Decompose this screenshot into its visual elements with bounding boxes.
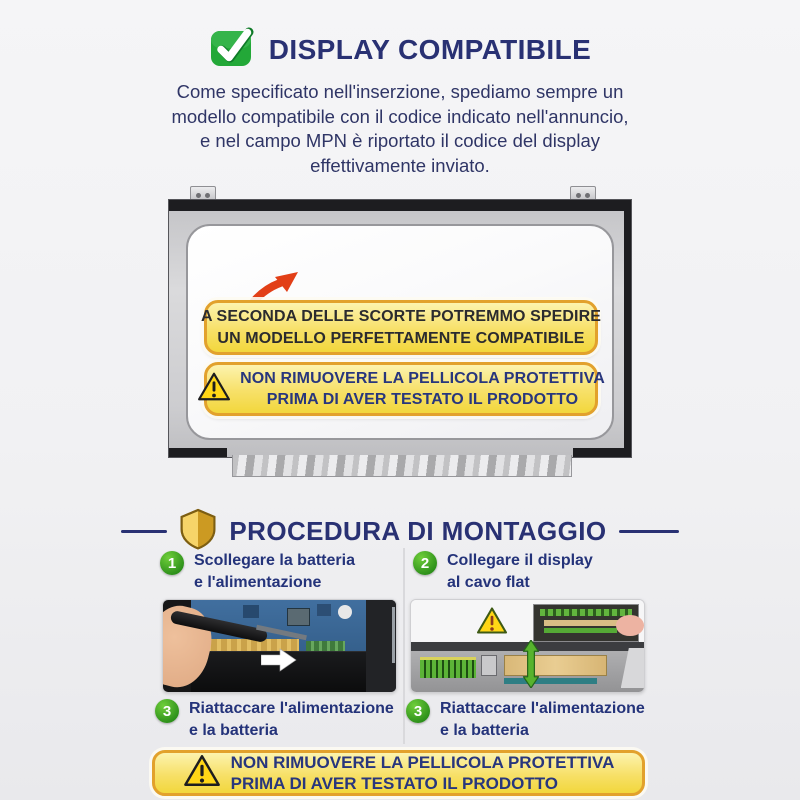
note-stock-line1: A SECONDA DELLE SCORTE POTREMMO SPEDIRE [200,308,602,326]
step-3-number: 3 [155,699,179,723]
header [0,26,800,73]
step-3-text: e la batteria [189,721,278,739]
panel-top-bezel [169,200,631,211]
footer-warning-line1: NON RIMUOVERE LA PELLICOLA PROTETTIVA [230,752,615,772]
step-3-number: 3 [406,699,430,723]
intro-line: Come specificato nell'inserzione, spediamo sempre un [176,81,624,102]
white-right-arrow-icon [261,648,297,677]
intro-paragraph [0,80,800,178]
panel-foil-strip [232,455,572,477]
intro-line: effettivamente inviato. [310,154,490,176]
chassis-edge [366,600,396,692]
connector-closeup-inset [533,604,640,642]
step-3-right [406,698,645,741]
heading-rule-right [619,530,679,533]
warning-triangle-icon [476,606,508,640]
step-1-number: 1 [160,551,184,575]
footer-warning-line2: PRIMA DI AVER TESTATO IL PRODOTTO [230,774,559,793]
note-film-line1: NON RIMUOVERE LA PELLICOLA PROTETTIVA [240,369,605,387]
green-vertical-arrow-icon [521,640,541,693]
disconnect-battery-photo [162,599,397,693]
finger [616,615,643,636]
note-protective-film [204,362,605,416]
warning-triangle-icon [197,371,231,407]
step-3-left [155,698,394,741]
intro-line: e nel campo MPN è riportato il codice del display [200,130,600,151]
step-2-number: 2 [413,551,437,575]
panel-right-bezel [624,200,631,457]
warning-triangle-icon [183,753,221,793]
step-2 [413,550,593,593]
procedure-title: PROCEDURA DI MONTAGGIO [229,516,607,546]
step-2-text: al cavo flat [447,573,530,591]
checkmark-badge-icon [209,26,255,73]
step-1-text: Scollegare la batteria [194,552,355,569]
procedure-heading [0,508,800,555]
note-film-line2: PRIMA DI AVER TESTATO IL PRODOTTO [266,391,579,408]
step-1 [160,550,355,593]
connect-flat-cable-photo [410,599,645,693]
step-3-text: Riattaccare l'alimentazione [440,700,645,717]
cable-edge [504,678,597,684]
step-1-text: e l'alimentazione [194,573,322,591]
panel-corner [573,448,631,457]
heading-rule-left [121,530,167,533]
note-stock-line2: UN MODELLO PERFETTAMENTE COMPATIBILE [217,329,585,347]
connector-tab [481,655,497,675]
page-title: DISPLAY COMPATIBILE [268,33,592,65]
gold-shield-icon [179,508,217,555]
green-connector [420,657,476,678]
step-3-text: e la batteria [440,721,529,739]
column-divider [403,548,405,744]
panel-corner [169,448,227,457]
note-stock [200,300,602,355]
step-2-text: Collegare il display [447,552,593,569]
step-3-text: Riattaccare l'alimentazione [189,700,394,717]
intro-line: modello compatibile con il codice indicato nell'annuncio, [171,105,629,127]
footer-warning [152,750,645,796]
